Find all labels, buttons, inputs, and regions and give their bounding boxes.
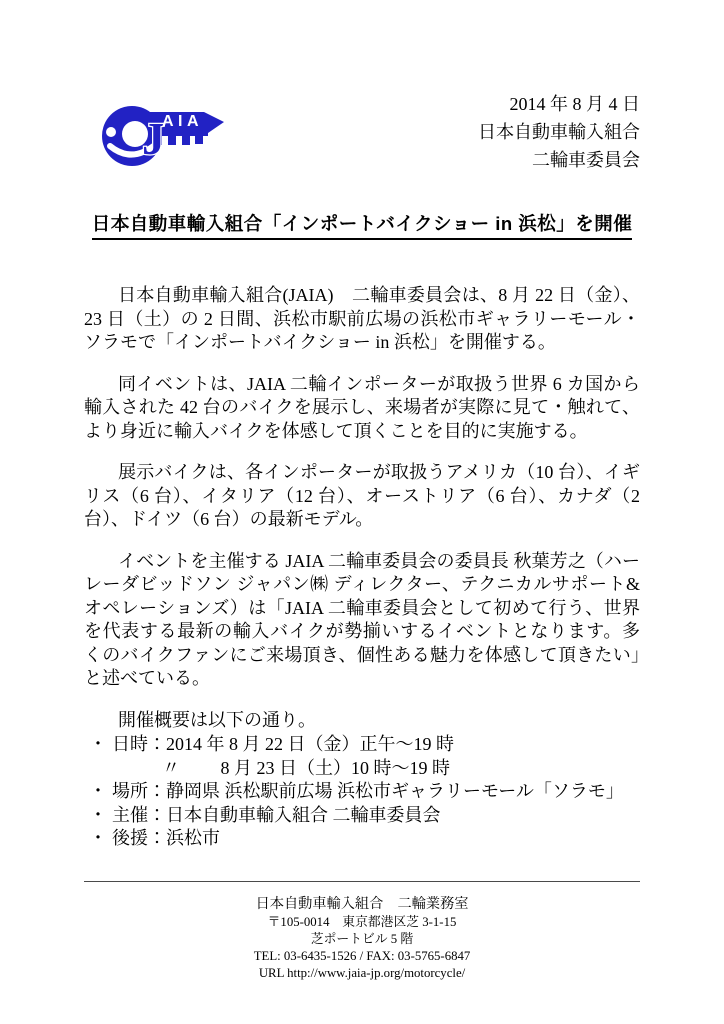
paragraph-chairman-comment: イベントを主催する JAIA 二輪車委員会の委員長 秋葉芳之（ハーレーダビッドソン ジャパン㈱ ディレクター、テクニカルサポート&オペレーションズ）は「JAIA 二輪車委員会として初めて行う、世界を代表する最新の輸入バイクが勢揃いするイベントとなります。多くのバイクファンにご来場頂き、個性ある魅力を体感して頂きたい」と述べている。	[84, 550, 640, 688]
key-tooth	[168, 135, 176, 145]
title-row	[84, 210, 640, 240]
document-date: 2014 年 8 月 4 日	[509, 94, 640, 114]
key-tooth	[182, 135, 190, 145]
footer-tel-fax: TEL: 03-6435-1526 / FAX: 03-5765-6847	[253, 948, 471, 963]
overview-item-text: 〃 8 月 23 日（土）10 時～19 時	[162, 757, 450, 778]
logo-eye-dot	[106, 127, 116, 137]
overview-item-datetime-day2	[84, 757, 640, 781]
footer-office-name: 日本自動車輸入組合 二輪業務室	[255, 895, 469, 912]
header-meta	[478, 90, 640, 174]
overview-item-text: 場所：静岡県 浜松駅前広場 浜松市ギャラリーモール「ソラモ」	[112, 781, 624, 801]
bullet-dot: ・	[89, 734, 107, 754]
bullet-dot: ・	[89, 804, 107, 825]
committee-name: 二輪車委員会	[532, 150, 640, 170]
overview-item-place	[84, 780, 640, 804]
logo-letter-j: J	[142, 113, 165, 164]
bullet-dot: ・	[89, 781, 107, 801]
paragraph-event-announcement: 日本自動車輸入組合(JAIA) 二輪車委員会は、8 月 22 日（金）、23 日（土）の 2 日間、浜松市駅前広場の浜松市ギャラリーモール・ソラモで「インポートバイクショー in 浜松」を開催する。	[84, 285, 640, 352]
footer-url: URL http://www.jaia-jp.org/motorcycle/	[258, 965, 466, 980]
overview-item-organizer	[84, 804, 640, 828]
footer-postal-address: 〒105-0014 東京都港区芝 3-1-15	[267, 914, 457, 929]
overview-item-support	[84, 827, 640, 851]
logo-letters-aia: AIA	[162, 113, 204, 130]
bullet-dot: ・	[89, 828, 107, 848]
key-tooth	[195, 135, 203, 144]
document-title: 日本自動車輸入組合「インポートバイクショー in 浜松」を開催	[92, 210, 633, 240]
overview-item-datetime	[84, 733, 640, 757]
paragraph-exhibit-bikes: 展示バイクは、各インポーターが取扱うアメリカ（10 台）、イギリス（6 台）、イタリア（12 台）、オーストリア（6 台）、カナダ（2 台）、ドイツ（6 台）の最新モデル。	[84, 462, 640, 529]
overview-list	[84, 733, 640, 851]
overview-item-text: 日時：2014 年 8 月 22 日（金）正午～19 時	[112, 734, 454, 754]
footer-contact-block	[84, 882, 640, 982]
overview-item-text: 後援：浜松市	[112, 828, 220, 848]
bullet-dot	[84, 757, 112, 781]
overview-intro: 開催概要は以下の通り。	[118, 709, 316, 730]
document-header	[84, 90, 640, 176]
paragraph-event-purpose: 同イベントは、JAIA 二輪インポーターが取扱う世界 6 カ国から輸入された 42 台のバイクを展示し、来場者が実際に見て・触れて、より身近に輸入バイクを体感して頂くことを目的に実施する。	[84, 373, 640, 441]
key-logo-icon	[98, 92, 230, 168]
footer-building: 芝ポートビル 5 階	[310, 931, 414, 946]
organization-name: 日本自動車輸入組合	[478, 122, 640, 142]
overview-item-text: 主催：日本自動車輸入組合 二輪車委員会	[112, 804, 441, 825]
jaia-logo	[98, 92, 230, 168]
